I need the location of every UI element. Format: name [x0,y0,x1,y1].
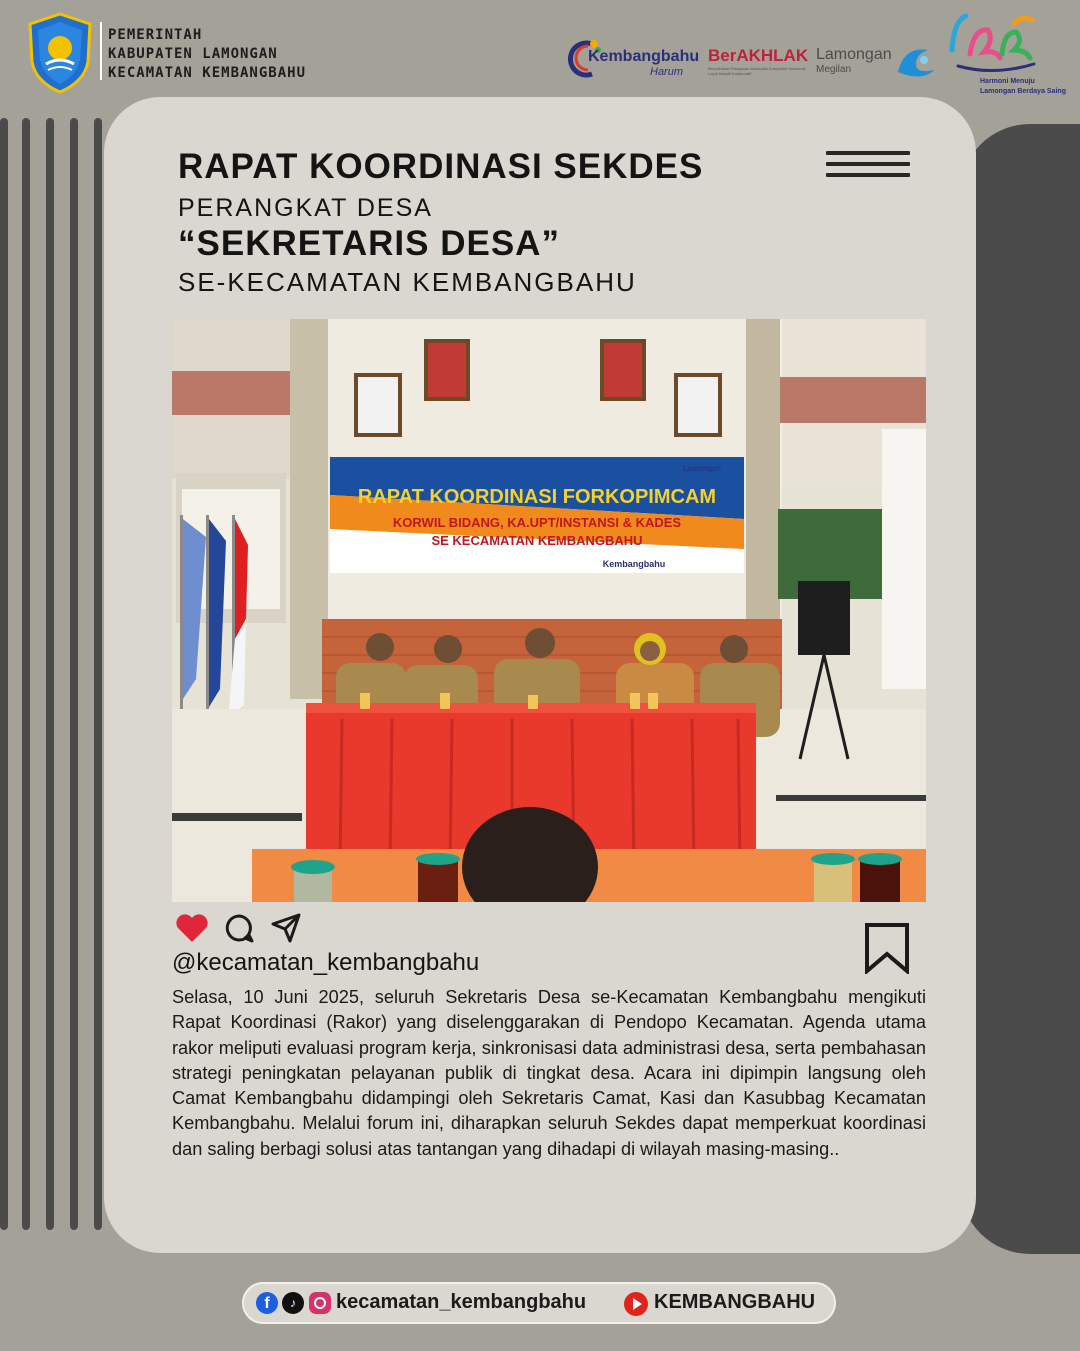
kembangbahu-logo-sub: Harum [650,66,684,78]
lamongan-seal-icon [26,12,94,94]
share-icon[interactable] [270,912,302,944]
partner-logos [568,10,1068,100]
youtube-icon[interactable] [624,1292,648,1316]
header-divider [100,22,102,80]
social-handle[interactable]: kecamatan_kembangbahu [336,1291,587,1313]
banner-logo: Lamongan [683,464,721,473]
heart-icon[interactable] [174,912,210,944]
facebook-icon[interactable]: f [256,1292,278,1314]
hari-jadi-logo [940,10,1068,100]
tiktok-icon[interactable]: ♪ [282,1292,304,1314]
bookmark-icon[interactable] [864,922,910,974]
berakhlak-logo-name: BerAKHLAK [708,46,809,65]
stripe [22,118,30,1230]
stripe [70,118,78,1230]
banner-line-2: KORWIL BIDANG, KA.UPT/INSTANSI & KADES [392,515,682,530]
berakhlak-logo [708,46,810,76]
gov-line-2: KABUPATEN LAMONGAN [108,46,278,62]
post-title-line-4: SE-KECAMATAN KEMBANGBAHU [178,267,637,297]
menu-icon[interactable] [826,151,910,179]
gov-line-3: KECAMATAN KEMBANGBAHU [108,65,307,81]
banner-title: RAPAT KOORDINASI FORKOPIMCAM [357,486,717,508]
comment-icon[interactable] [224,913,254,943]
header [0,0,1080,100]
meeting-photo-illustration [172,319,926,902]
stripe [46,118,54,1230]
post-title-line-3: “SEKRETARIS DESA” [178,224,560,263]
lamongan-megilan-logo [814,42,934,86]
hari-jadi-line-2: Lamongan Berdaya Saing [980,88,1066,95]
social-footer [242,1282,836,1324]
lamongan-logo-sub: Megilan [816,64,852,75]
hari-jadi-line-1: Harmoni Menuju [980,78,1035,85]
post-caption: Selasa, 10 Juni 2025, seluruh Sekretaris Desa se-Kecamatan Kembangbahu mengikuti Rapat Koordinasi (Rakor) yang diselenggarakan di Pendopo Kecamatan. Agenda utama rakor meliputi evaluasi program kerja, sinkronisasi data administrasi desa, serta pembahasan strategi peningkatan pelayanan publik di tingkat desa. Acara ini dipimpin langsung oleh Camat Kembangbahu didampingi oleh Sekretaris Camat, Kasi dan Kasubbag Kecamatan Kembangbahu. Melalui forum ini, diharapkan seluruh Sekdes dapat memperkuat koordinasi dan saling berbagi solusi atas tantangan yang dihadapi di wilayah masing-masing.. [172,987,926,1159]
kembangbahu-logo-name: Kembangbahu [588,48,700,65]
decorative-dark-panel [960,124,1080,1254]
government-name [108,26,306,83]
instagram-icon[interactable] [309,1292,331,1314]
banner-sign: Kembangbahu [602,559,666,569]
banner-line-3: SE KECAMATAN KEMBANGBAHU [431,533,643,548]
post-title-line-1: RAPAT KOORDINASI SEKDES [178,147,704,186]
berakhlak-logo-sub: Berorientasi Pelayanan Akuntabel Kompeten Harmonis Loyal Adaptif Kolaboratif [708,66,806,76]
wave-icon [894,42,938,80]
stripe [0,118,8,1230]
lamongan-logo-name: Lamongan [816,46,892,63]
gov-line-1: PEMERINTAH [108,27,203,43]
youtube-channel[interactable]: KEMBANGBAHU [654,1291,816,1313]
post-photo [172,319,926,902]
post-handle[interactable]: @kecamatan_kembangbahu [172,949,480,976]
kembangbahu-logo [568,36,704,86]
stripe [94,118,102,1230]
post-card [104,97,976,1253]
post-title-line-2: PERANGKAT DESA [178,194,433,222]
hari-jadi-art-icon [944,10,1040,76]
